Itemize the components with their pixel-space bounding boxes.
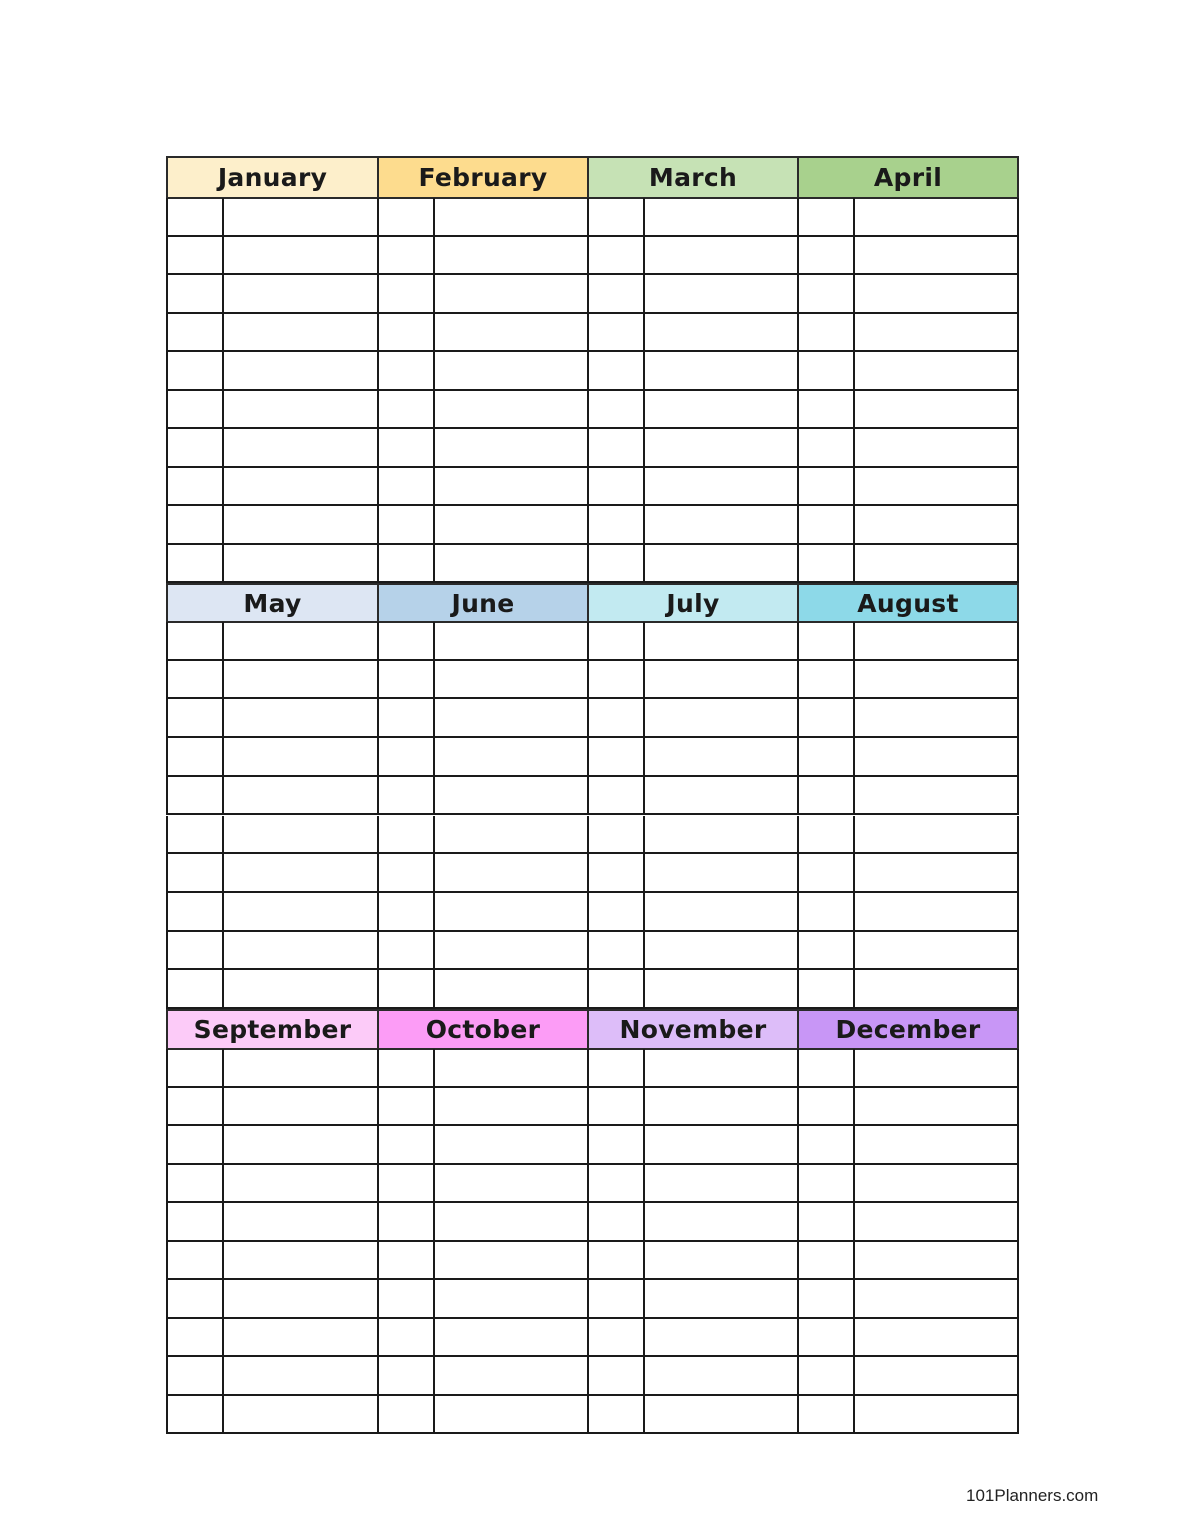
month-header-may: May	[166, 583, 379, 623]
entry-cell-january[interactable]	[222, 429, 377, 468]
date-cell-may[interactable]	[166, 854, 222, 893]
entry-cell-february[interactable]	[433, 352, 587, 391]
date-cell-august[interactable]	[797, 622, 853, 661]
entry-cell-october[interactable]	[433, 1396, 587, 1435]
footer-brand: 101Planners.com	[966, 1486, 1099, 1505]
planner-row	[166, 932, 1019, 971]
entry-cell-july[interactable]	[643, 738, 797, 777]
date-cell-february[interactable]	[377, 506, 433, 545]
planner-row	[166, 816, 1019, 855]
planner-row	[166, 545, 1019, 584]
date-cell-november[interactable]	[587, 1396, 643, 1435]
date-cell-march[interactable]	[587, 237, 643, 276]
date-cell-june[interactable]	[377, 854, 433, 893]
date-cell-august[interactable]	[797, 816, 853, 855]
planner-row	[166, 970, 1019, 1009]
entry-cell-january[interactable]	[222, 506, 377, 545]
date-cell-september[interactable]	[166, 1319, 222, 1358]
date-cell-january[interactable]	[166, 468, 222, 507]
date-cell-february[interactable]	[377, 391, 433, 430]
planner-row	[166, 468, 1019, 507]
entry-cell-december[interactable]	[853, 1088, 1019, 1127]
date-cell-january[interactable]	[166, 237, 222, 276]
date-cell-november[interactable]	[587, 1242, 643, 1281]
month-header-june: June	[377, 583, 589, 623]
entry-cell-november[interactable]	[643, 1126, 797, 1165]
date-cell-december[interactable]	[797, 1280, 853, 1319]
date-cell-may[interactable]	[166, 661, 222, 700]
date-cell-march[interactable]	[587, 429, 643, 468]
entry-cell-october[interactable]	[433, 1126, 587, 1165]
entry-cell-june[interactable]	[433, 893, 587, 932]
planner-row	[166, 738, 1019, 777]
entry-cell-july[interactable]	[643, 854, 797, 893]
entry-cell-june[interactable]	[433, 661, 587, 700]
entry-cell-april[interactable]	[853, 429, 1019, 468]
date-cell-january[interactable]	[166, 352, 222, 391]
entry-cell-march[interactable]	[643, 429, 797, 468]
date-cell-october[interactable]	[377, 1049, 433, 1088]
date-cell-february[interactable]	[377, 237, 433, 276]
date-cell-may[interactable]	[166, 777, 222, 816]
entry-cell-november[interactable]	[643, 1357, 797, 1396]
date-cell-november[interactable]	[587, 1357, 643, 1396]
date-cell-january[interactable]	[166, 545, 222, 584]
date-cell-february[interactable]	[377, 275, 433, 314]
date-cell-july[interactable]	[587, 932, 643, 971]
planner-row	[166, 1280, 1019, 1319]
date-cell-may[interactable]	[166, 893, 222, 932]
entry-cell-july[interactable]	[643, 816, 797, 855]
entry-cell-november[interactable]	[643, 1319, 797, 1358]
date-cell-october[interactable]	[377, 1357, 433, 1396]
date-cell-november[interactable]	[587, 1049, 643, 1088]
entry-cell-november[interactable]	[643, 1088, 797, 1127]
date-cell-january[interactable]	[166, 314, 222, 353]
date-cell-june[interactable]	[377, 777, 433, 816]
entry-cell-september[interactable]	[222, 1049, 377, 1088]
date-cell-march[interactable]	[587, 506, 643, 545]
planner-row	[166, 854, 1019, 893]
date-cell-september[interactable]	[166, 1088, 222, 1127]
entry-cell-july[interactable]	[643, 661, 797, 700]
entry-cell-september[interactable]	[222, 1203, 377, 1242]
date-cell-october[interactable]	[377, 1280, 433, 1319]
entry-cell-july[interactable]	[643, 893, 797, 932]
entry-cell-march[interactable]	[643, 198, 797, 237]
planner-row	[166, 893, 1019, 932]
date-cell-january[interactable]	[166, 391, 222, 430]
entry-cell-february[interactable]	[433, 468, 587, 507]
entry-cell-may[interactable]	[222, 699, 377, 738]
month-header-march: March	[587, 156, 799, 199]
date-cell-september[interactable]	[166, 1203, 222, 1242]
date-cell-october[interactable]	[377, 1088, 433, 1127]
date-cell-march[interactable]	[587, 468, 643, 507]
entry-cell-march[interactable]	[643, 468, 797, 507]
entry-cell-may[interactable]	[222, 970, 377, 1009]
entry-cell-march[interactable]	[643, 237, 797, 276]
date-cell-december[interactable]	[797, 1396, 853, 1435]
entry-cell-october[interactable]	[433, 1049, 587, 1088]
date-cell-august[interactable]	[797, 661, 853, 700]
entry-cell-october[interactable]	[433, 1203, 587, 1242]
date-cell-august[interactable]	[797, 777, 853, 816]
month-section	[166, 156, 1019, 583]
planner-row	[166, 237, 1019, 276]
date-cell-december[interactable]	[797, 1088, 853, 1127]
entry-cell-september[interactable]	[222, 1088, 377, 1127]
entry-cell-december[interactable]	[853, 1165, 1019, 1204]
date-cell-february[interactable]	[377, 545, 433, 584]
entry-cell-january[interactable]	[222, 545, 377, 584]
entry-cell-january[interactable]	[222, 352, 377, 391]
date-cell-july[interactable]	[587, 854, 643, 893]
entry-cell-december[interactable]	[853, 1242, 1019, 1281]
entry-cell-february[interactable]	[433, 198, 587, 237]
date-cell-april[interactable]	[797, 275, 853, 314]
entry-cell-september[interactable]	[222, 1242, 377, 1281]
date-cell-april[interactable]	[797, 468, 853, 507]
date-cell-september[interactable]	[166, 1242, 222, 1281]
date-cell-january[interactable]	[166, 506, 222, 545]
entry-cell-october[interactable]	[433, 1357, 587, 1396]
entry-cell-february[interactable]	[433, 275, 587, 314]
entry-cell-april[interactable]	[853, 275, 1019, 314]
planner-row	[166, 275, 1019, 314]
entry-cell-august[interactable]	[853, 738, 1019, 777]
date-cell-march[interactable]	[587, 391, 643, 430]
date-cell-july[interactable]	[587, 970, 643, 1009]
entry-cell-march[interactable]	[643, 506, 797, 545]
entry-cell-march[interactable]	[643, 314, 797, 353]
date-cell-june[interactable]	[377, 699, 433, 738]
date-cell-april[interactable]	[797, 314, 853, 353]
entry-cell-october[interactable]	[433, 1242, 587, 1281]
date-cell-june[interactable]	[377, 970, 433, 1009]
date-cell-september[interactable]	[166, 1396, 222, 1435]
date-cell-june[interactable]	[377, 816, 433, 855]
entry-cell-january[interactable]	[222, 468, 377, 507]
entry-cell-may[interactable]	[222, 816, 377, 855]
date-cell-august[interactable]	[797, 893, 853, 932]
date-cell-october[interactable]	[377, 1242, 433, 1281]
month-header-december: December	[797, 1009, 1019, 1050]
entry-cell-september[interactable]	[222, 1165, 377, 1204]
entry-cell-july[interactable]	[643, 777, 797, 816]
date-cell-july[interactable]	[587, 816, 643, 855]
entry-cell-may[interactable]	[222, 622, 377, 661]
entry-cell-february[interactable]	[433, 237, 587, 276]
date-cell-february[interactable]	[377, 314, 433, 353]
planner-row	[166, 352, 1019, 391]
date-cell-december[interactable]	[797, 1203, 853, 1242]
planner-row	[166, 1126, 1019, 1165]
date-cell-september[interactable]	[166, 1049, 222, 1088]
entry-cell-september[interactable]	[222, 1357, 377, 1396]
planner-row	[166, 777, 1019, 816]
date-cell-june[interactable]	[377, 932, 433, 971]
entry-cell-july[interactable]	[643, 970, 797, 1009]
date-cell-april[interactable]	[797, 429, 853, 468]
planner-row	[166, 699, 1019, 738]
entry-cell-december[interactable]	[853, 1357, 1019, 1396]
entry-cell-april[interactable]	[853, 468, 1019, 507]
entry-cell-may[interactable]	[222, 777, 377, 816]
planner-row	[166, 1049, 1019, 1088]
entry-cell-february[interactable]	[433, 506, 587, 545]
entry-cell-august[interactable]	[853, 699, 1019, 738]
entry-cell-may[interactable]	[222, 854, 377, 893]
planner-row	[166, 1242, 1019, 1281]
date-cell-february[interactable]	[377, 429, 433, 468]
date-cell-june[interactable]	[377, 661, 433, 700]
date-cell-march[interactable]	[587, 352, 643, 391]
date-cell-july[interactable]	[587, 622, 643, 661]
date-cell-september[interactable]	[166, 1165, 222, 1204]
entry-cell-january[interactable]	[222, 314, 377, 353]
date-cell-august[interactable]	[797, 970, 853, 1009]
entry-cell-february[interactable]	[433, 391, 587, 430]
date-cell-august[interactable]	[797, 854, 853, 893]
date-cell-november[interactable]	[587, 1203, 643, 1242]
date-cell-april[interactable]	[797, 237, 853, 276]
month-header-february: February	[377, 156, 589, 199]
entry-cell-january[interactable]	[222, 237, 377, 276]
date-cell-december[interactable]	[797, 1242, 853, 1281]
entry-cell-april[interactable]	[853, 506, 1019, 545]
month-header-july: July	[587, 583, 799, 623]
entry-cell-april[interactable]	[853, 198, 1019, 237]
entry-cell-april[interactable]	[853, 237, 1019, 276]
entry-cell-september[interactable]	[222, 1319, 377, 1358]
entry-cell-september[interactable]	[222, 1126, 377, 1165]
date-cell-october[interactable]	[377, 1165, 433, 1204]
entry-cell-april[interactable]	[853, 352, 1019, 391]
date-cell-september[interactable]	[166, 1357, 222, 1396]
date-cell-november[interactable]	[587, 1126, 643, 1165]
entry-cell-august[interactable]	[853, 816, 1019, 855]
date-cell-december[interactable]	[797, 1049, 853, 1088]
date-cell-may[interactable]	[166, 699, 222, 738]
date-cell-january[interactable]	[166, 429, 222, 468]
entry-cell-june[interactable]	[433, 970, 587, 1009]
date-cell-december[interactable]	[797, 1319, 853, 1358]
date-cell-february[interactable]	[377, 198, 433, 237]
entry-cell-june[interactable]	[433, 854, 587, 893]
planner-row	[166, 1203, 1019, 1242]
date-cell-november[interactable]	[587, 1088, 643, 1127]
date-cell-july[interactable]	[587, 893, 643, 932]
entry-cell-august[interactable]	[853, 622, 1019, 661]
entry-cell-december[interactable]	[853, 1049, 1019, 1088]
date-cell-may[interactable]	[166, 816, 222, 855]
entry-cell-october[interactable]	[433, 1319, 587, 1358]
entry-cell-march[interactable]	[643, 275, 797, 314]
entry-cell-september[interactable]	[222, 1280, 377, 1319]
entry-cell-october[interactable]	[433, 1088, 587, 1127]
entry-cell-july[interactable]	[643, 622, 797, 661]
planner-row	[166, 1396, 1019, 1435]
date-cell-may[interactable]	[166, 970, 222, 1009]
date-cell-may[interactable]	[166, 622, 222, 661]
date-cell-march[interactable]	[587, 198, 643, 237]
month-header-october: October	[377, 1009, 589, 1050]
entry-cell-june[interactable]	[433, 932, 587, 971]
planner-row	[166, 506, 1019, 545]
planner-row	[166, 1357, 1019, 1396]
date-cell-april[interactable]	[797, 391, 853, 430]
planner-row	[166, 661, 1019, 700]
month-header-september: September	[166, 1009, 379, 1050]
entry-cell-may[interactable]	[222, 738, 377, 777]
entry-cell-november[interactable]	[643, 1203, 797, 1242]
planner-row	[166, 1165, 1019, 1204]
date-cell-november[interactable]	[587, 1280, 643, 1319]
entry-cell-march[interactable]	[643, 352, 797, 391]
month-section	[166, 583, 1019, 1009]
date-cell-march[interactable]	[587, 275, 643, 314]
date-cell-december[interactable]	[797, 1165, 853, 1204]
date-cell-april[interactable]	[797, 506, 853, 545]
date-cell-january[interactable]	[166, 275, 222, 314]
date-cell-march[interactable]	[587, 314, 643, 353]
date-cell-april[interactable]	[797, 198, 853, 237]
date-cell-december[interactable]	[797, 1126, 853, 1165]
date-cell-july[interactable]	[587, 661, 643, 700]
month-header-april: April	[797, 156, 1019, 199]
entry-cell-august[interactable]	[853, 854, 1019, 893]
date-cell-february[interactable]	[377, 468, 433, 507]
entry-cell-december[interactable]	[853, 1126, 1019, 1165]
entry-cell-february[interactable]	[433, 429, 587, 468]
month-header-august: August	[797, 583, 1019, 623]
date-cell-june[interactable]	[377, 893, 433, 932]
entry-cell-july[interactable]	[643, 932, 797, 971]
date-cell-may[interactable]	[166, 738, 222, 777]
date-cell-june[interactable]	[377, 738, 433, 777]
entry-cell-june[interactable]	[433, 816, 587, 855]
entry-cell-october[interactable]	[433, 1280, 587, 1319]
entry-cell-august[interactable]	[853, 777, 1019, 816]
entry-cell-november[interactable]	[643, 1280, 797, 1319]
date-cell-july[interactable]	[587, 777, 643, 816]
entry-cell-september[interactable]	[222, 1396, 377, 1435]
entry-cell-february[interactable]	[433, 545, 587, 584]
entry-cell-april[interactable]	[853, 391, 1019, 430]
entry-cell-april[interactable]	[853, 314, 1019, 353]
entry-cell-may[interactable]	[222, 893, 377, 932]
planner-row	[166, 314, 1019, 353]
date-cell-july[interactable]	[587, 699, 643, 738]
date-cell-august[interactable]	[797, 932, 853, 971]
planner-row	[166, 1088, 1019, 1127]
planner-row	[166, 622, 1019, 661]
entry-cell-january[interactable]	[222, 275, 377, 314]
date-cell-november[interactable]	[587, 1319, 643, 1358]
planner-row	[166, 198, 1019, 237]
planner-row	[166, 1319, 1019, 1358]
entry-cell-february[interactable]	[433, 314, 587, 353]
entry-cell-august[interactable]	[853, 932, 1019, 971]
entry-cell-december[interactable]	[853, 1203, 1019, 1242]
entry-cell-december[interactable]	[853, 1396, 1019, 1435]
entry-cell-november[interactable]	[643, 1396, 797, 1435]
planner-row	[166, 429, 1019, 468]
date-cell-april[interactable]	[797, 352, 853, 391]
date-cell-july[interactable]	[587, 738, 643, 777]
date-cell-august[interactable]	[797, 738, 853, 777]
date-cell-october[interactable]	[377, 1396, 433, 1435]
date-cell-september[interactable]	[166, 1126, 222, 1165]
entry-cell-november[interactable]	[643, 1049, 797, 1088]
date-cell-november[interactable]	[587, 1165, 643, 1204]
entry-cell-august[interactable]	[853, 661, 1019, 700]
entry-cell-june[interactable]	[433, 622, 587, 661]
entry-cell-march[interactable]	[643, 391, 797, 430]
entry-cell-december[interactable]	[853, 1319, 1019, 1358]
entry-cell-april[interactable]	[853, 545, 1019, 584]
month-section	[166, 1009, 1019, 1434]
entry-cell-january[interactable]	[222, 391, 377, 430]
entry-cell-june[interactable]	[433, 699, 587, 738]
date-cell-september[interactable]	[166, 1280, 222, 1319]
entry-cell-june[interactable]	[433, 777, 587, 816]
date-cell-april[interactable]	[797, 545, 853, 584]
entry-cell-march[interactable]	[643, 545, 797, 584]
date-cell-february[interactable]	[377, 352, 433, 391]
entry-cell-november[interactable]	[643, 1165, 797, 1204]
date-cell-may[interactable]	[166, 932, 222, 971]
month-header-january: January	[166, 156, 379, 199]
date-cell-january[interactable]	[166, 198, 222, 237]
date-cell-october[interactable]	[377, 1319, 433, 1358]
month-header-november: November	[587, 1009, 799, 1050]
entry-cell-november[interactable]	[643, 1242, 797, 1281]
entry-cell-may[interactable]	[222, 932, 377, 971]
date-cell-august[interactable]	[797, 699, 853, 738]
date-cell-march[interactable]	[587, 545, 643, 584]
entry-cell-december[interactable]	[853, 1280, 1019, 1319]
entry-cell-august[interactable]	[853, 893, 1019, 932]
entry-cell-june[interactable]	[433, 738, 587, 777]
entry-cell-january[interactable]	[222, 198, 377, 237]
entry-cell-august[interactable]	[853, 970, 1019, 1009]
entry-cell-july[interactable]	[643, 699, 797, 738]
date-cell-october[interactable]	[377, 1126, 433, 1165]
entry-cell-october[interactable]	[433, 1165, 587, 1204]
entry-cell-may[interactable]	[222, 661, 377, 700]
date-cell-june[interactable]	[377, 622, 433, 661]
planner-row	[166, 391, 1019, 430]
date-cell-december[interactable]	[797, 1357, 853, 1396]
date-cell-october[interactable]	[377, 1203, 433, 1242]
